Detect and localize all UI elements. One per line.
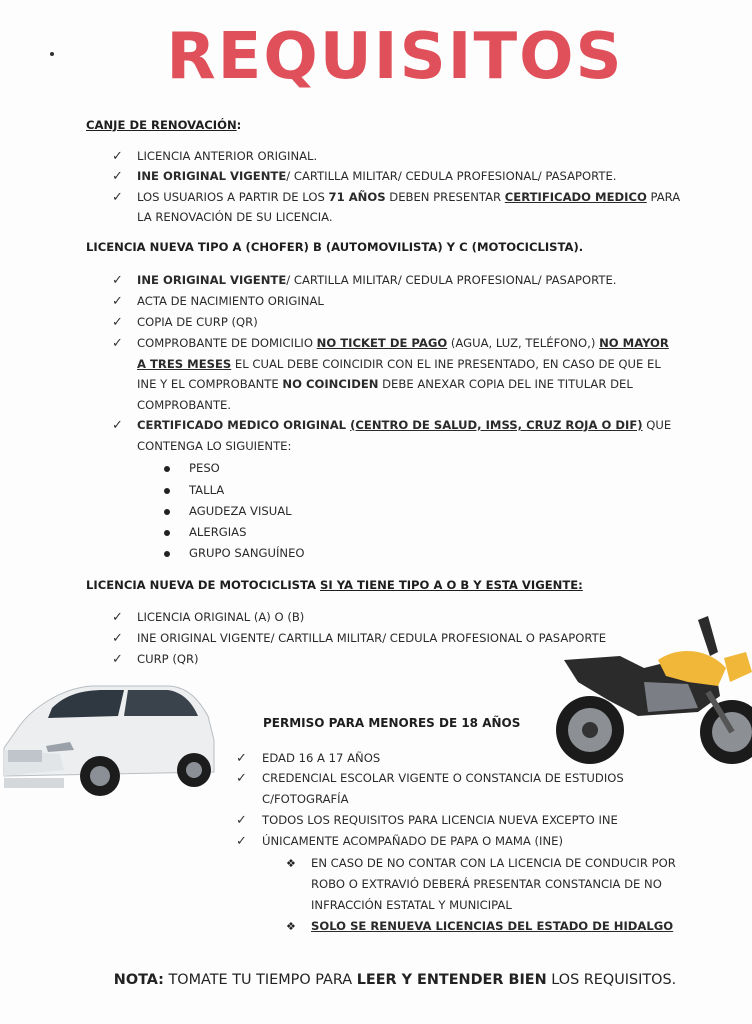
bullet-icon — [164, 488, 170, 494]
check-icon: ✓ — [112, 149, 123, 164]
check-icon: ✓ — [112, 610, 123, 625]
check-icon: ✓ — [236, 771, 247, 786]
check-icon: ✓ — [112, 315, 123, 330]
nueva-heading: LICENCIA NUEVA TIPO A (CHOFER) B (AUTOMOVILISTA) Y C (MOTOCICLISTA). — [86, 240, 584, 254]
diamond-icon: ❖ — [286, 920, 296, 933]
check-icon: ✓ — [112, 190, 123, 205]
moto-heading: LICENCIA NUEVA DE MOTOCICLISTA SI YA TIENE TIPO A O B Y ESTA VIGENTE: — [86, 578, 583, 592]
check-icon: ✓ — [236, 751, 247, 766]
check-icon: ✓ — [112, 652, 123, 667]
check-icon: ✓ — [112, 273, 123, 288]
nota-footer: NOTA: TOMATE TU TIEMPO PARA LEER Y ENTENDER BIEN LOS REQUISITOS. — [113, 972, 677, 988]
motorcycle-image — [548, 612, 752, 772]
bullet-icon — [164, 551, 170, 557]
check-icon: ✓ — [112, 294, 123, 309]
canje-heading: CANJE DE RENOVACIÓN: — [86, 118, 242, 132]
check-icon: ✓ — [236, 813, 247, 828]
car-image — [0, 680, 218, 802]
bullet-icon — [164, 530, 170, 536]
menores-heading: PERMISO PARA MENORES DE 18 AÑOS — [263, 716, 521, 730]
check-icon: ✓ — [112, 418, 123, 433]
diamond-icon: ❖ — [286, 857, 296, 870]
check-icon: ✓ — [112, 631, 123, 646]
check-icon: ✓ — [112, 336, 123, 351]
bullet-icon — [164, 466, 170, 472]
bullet-icon — [164, 509, 170, 515]
page-title: REQUISITOS — [166, 20, 624, 94]
check-icon: ✓ — [236, 834, 247, 849]
check-icon: ✓ — [112, 169, 123, 184]
